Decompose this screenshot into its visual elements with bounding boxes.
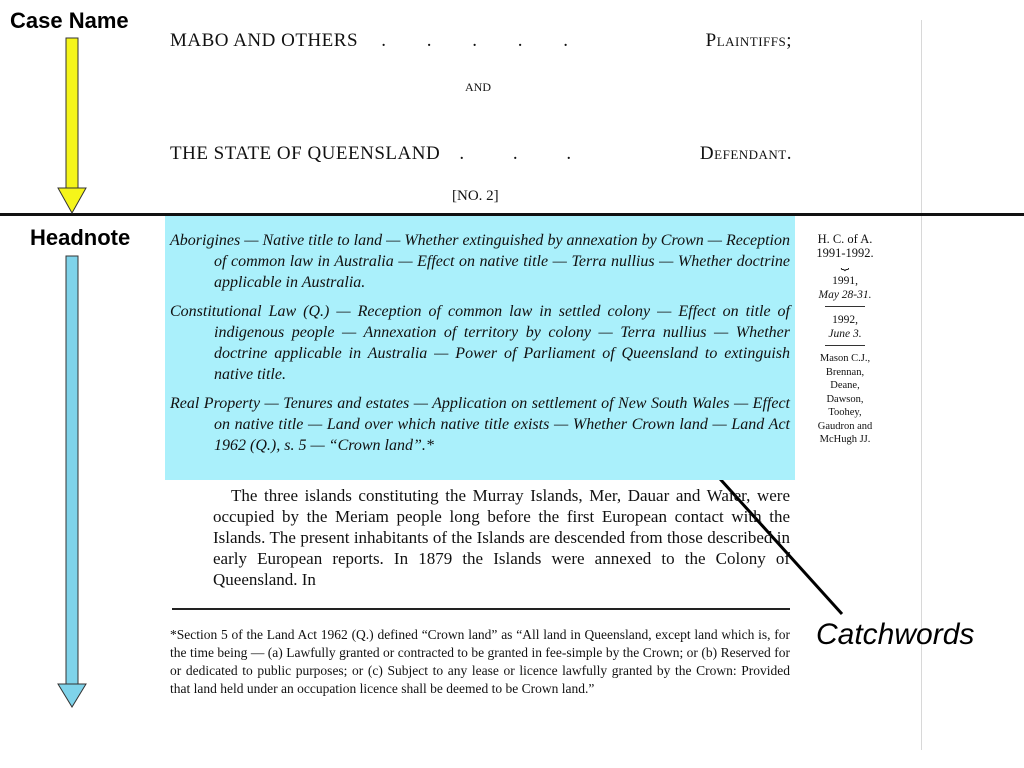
case-name-label: Case Name bbox=[10, 8, 129, 33]
headnote-label: Headnote bbox=[30, 225, 131, 250]
body-text: The three islands constituting the Murray Islands, Mer, Dauar and Waier, were occupied by the Meriam people long before the first European contact with the Islands. The present inhabitants of the Islands are descended from those described in early European reports. In 1879 the Islands were annexed to the Colony of Queensland. In bbox=[213, 486, 790, 589]
judge-name: McHugh JJ. bbox=[819, 434, 871, 445]
hearing-dates: May 28-31. bbox=[818, 289, 872, 301]
footnote: *Section 5 of the Land Act 1962 (Q.) defined “Crown land” as “All land in Queensland, except land which is, for the time being — (a) Lawfully granted or contracted to be granted in fee-simple by the Crown; or (b) Reserved for or dedicated to public purposes; or (c) Subject to any lease or licence lawfully granted by the Crown: Provided that land held under an occupation licence shall be deemed to be Crown land.” bbox=[170, 627, 790, 696]
separator bbox=[825, 306, 865, 307]
judge-name: Dawson, bbox=[826, 393, 864, 405]
plaintiffs-line bbox=[170, 30, 792, 52]
court-name: H. C. of A. bbox=[817, 232, 873, 246]
judge-name: Toohey, bbox=[828, 407, 862, 418]
plaintiffs-dots: . . . . . bbox=[381, 30, 587, 51]
judge-name: Gaudron and bbox=[817, 420, 873, 432]
catchword-paragraph: Constitutional Law (Q.) — Reception of common law in settled colony — Effect on title of indigenous people — Annexation of territory by colony — Terra nullius — Whether doctrine applicable in Australia — Power of Parliament of Queensland to extinguish native title. bbox=[170, 303, 790, 383]
headnote-arrow bbox=[58, 256, 86, 707]
judgment-date: June 3. bbox=[828, 328, 862, 340]
defendant-name: THE STATE OF QUEENSLAND bbox=[170, 143, 441, 164]
footnote-rule bbox=[172, 608, 790, 610]
and-text: AND bbox=[465, 80, 491, 94]
body-paragraph bbox=[213, 485, 790, 590]
judge-name: Deane, bbox=[830, 380, 860, 391]
catchword-paragraph: Aborigines — Native title to land — Whether extinguished by annexation by Crown — Reception of common law in Australia — Effect on native title — Terra nullius — Whether doctrine applicable in Australia. bbox=[170, 232, 790, 291]
hearing-year: 1991, bbox=[832, 275, 858, 287]
catchword-paragraph: Real Property — Tenures and estates — Application on settlement of New South Wales — Effect on native title — Land over which native title exists — Whether Crown land — Land Act 1962 (Q.), s. 5 — “Crown land”.* bbox=[170, 395, 790, 454]
judge-name: Mason C.J., bbox=[819, 353, 871, 364]
case-name-arrow bbox=[58, 38, 86, 213]
plaintiffs-name: MABO AND OTHERS bbox=[170, 30, 359, 51]
catchwords-block bbox=[170, 230, 790, 456]
defendant-line bbox=[170, 143, 792, 165]
separator bbox=[825, 345, 865, 346]
judge-name: Brennan, bbox=[825, 366, 865, 378]
defendant-role: Defendant. bbox=[699, 143, 792, 164]
court-years: 1991-1992. bbox=[816, 246, 874, 260]
catchwords-label: Catchwords bbox=[816, 618, 975, 651]
defendant-dots: . . . bbox=[459, 143, 594, 164]
brace-mark: ⏟ bbox=[840, 256, 850, 271]
judgment-year: 1992, bbox=[832, 314, 858, 326]
margin-notes bbox=[802, 232, 888, 447]
judges-list bbox=[802, 352, 888, 447]
plaintiffs-role: Plaintiffs; bbox=[705, 30, 792, 51]
case-number: [NO. 2] bbox=[452, 188, 499, 204]
